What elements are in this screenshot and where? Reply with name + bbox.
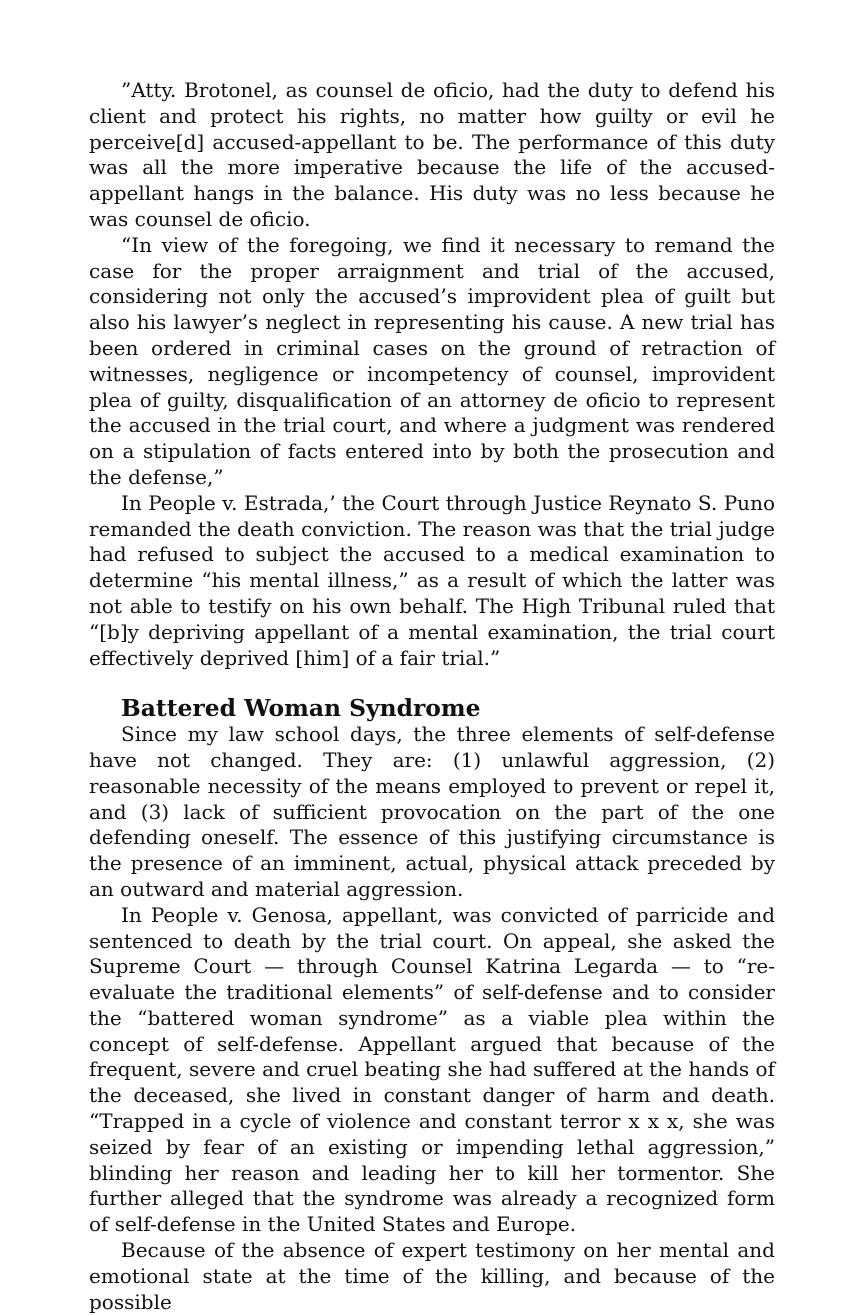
paragraph-self-defense-elements: Since my law school days, the three elements of self-defense have not changed. They are: (1) unlawful aggression, (2) reasonable necessity of the means employed to prevent or repel it, and (3) lack of sufficient provocation on the part of the one defending oneself. The essence of this justifying circumstance is the presence of an imminent, actual, physical attack preceded by an outward and material aggression. [89, 722, 775, 901]
section-heading: Battered Woman Syndrome [121, 694, 481, 723]
paragraph-brotonel-quote: ”Atty. Brotonel, as counsel de oficio, had the duty to defend his client and protect his rights, no matter how guilty or evil he perceive[d] accused-appellant to be. The performance of this duty was all the more imperative because the life of the accused-appellant hangs in the balance. His duty was no less because he was counsel de oficio. [89, 78, 775, 231]
paragraph-remand-quote: “In view of the foregoing, we find it necessary to remand the case for the proper arraignment and trial of the accused, considering not only the accused’s improvident plea of guilt but also his lawyer’s neglect in representing his cause. A new trial has been ordered in criminal cases on the ground of retraction of witnesses, negligence or incompetency of counsel, improvident plea of guilty, disqualification of an attorney de oficio to represent the accused in the trial court, and where a judgment was rendered on a stipulation of facts entered into by both the prosecution and the defense,” [89, 232, 775, 489]
paragraph-absence-of-testimony: Because of the absence of expert testimony on her mental and emotional state at the time of the killing, and because of the possible [89, 1238, 775, 1314]
document-page [89, 78, 775, 1315]
paragraph-people-v-estrada: In People v. Estrada,’ the Court through Justice Reynato S. Puno remanded the death conviction. The reason was that the trial judge had refused to subject the accused to a medical examination to determine “his mental illness,” as a result of which the latter was not able to testify on his own behalf. The High Tribunal ruled that “[b]y depriving appellant of a mental examination, the trial court effectively deprived [him] of a fair trial.” [89, 490, 775, 670]
paragraph-people-v-genosa: In People v. Genosa, appellant, was convicted of parricide and sentenced to death by the trial court. On appeal, she asked the Supreme Court — through Counsel Katrina Legarda — to “re-evaluate the traditional elements” of self-defense and to consider the “battered woman syndrome” as a viable plea within the concept of self-defense. Appellant argued that because of the frequent, severe and cruel beating she had suffered at the hands of the deceased, she lived in constant danger of harm and death. “Trapped in a cycle of violence and constant terror x x x, she was seized by fear of an existing or impending lethal aggression,” blinding her reason and leading her to kill her tormentor. She further alleged that the syndrome was already a recognized form of self-defense in the United States and Europe. [89, 902, 775, 1237]
